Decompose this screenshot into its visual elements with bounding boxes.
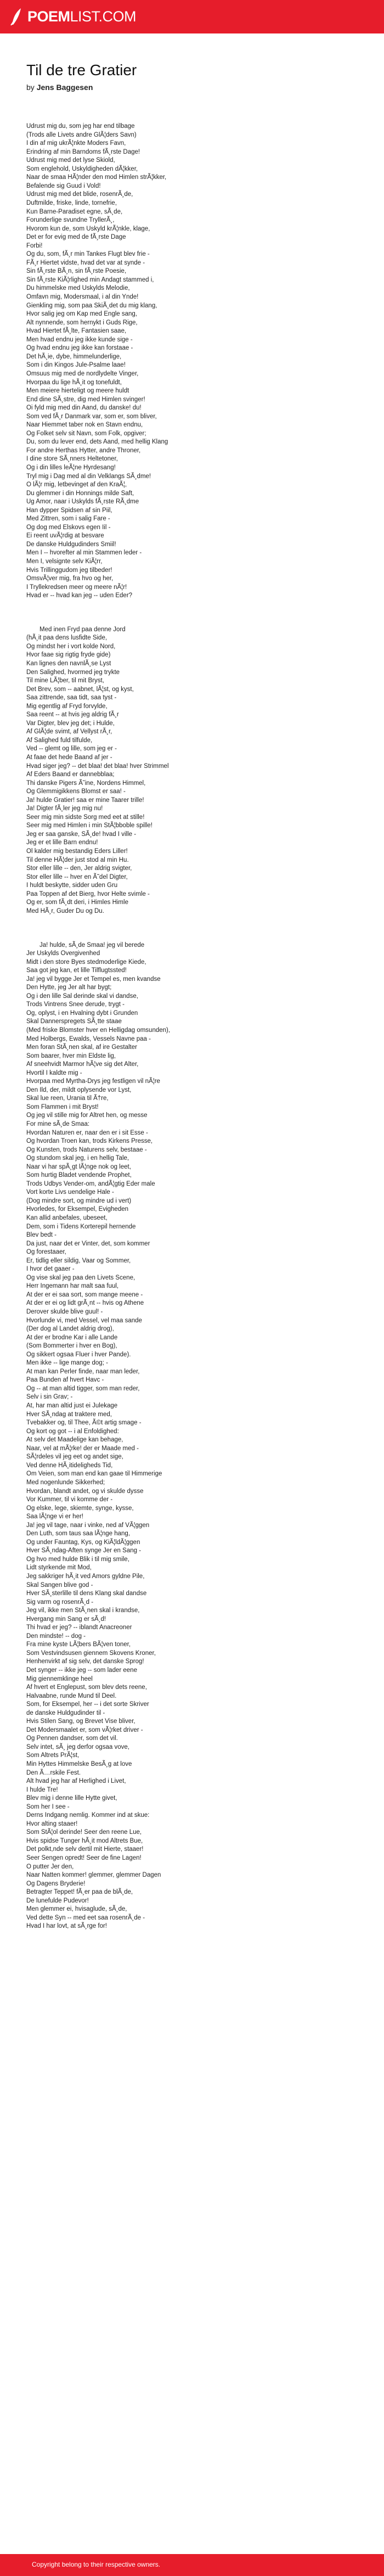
site-logo[interactable] [8, 7, 384, 26]
poem-stanza: Med inen Fryd paa denne Jord (hÃ¸it paa dens lusfidte Side, Og mindst her i vort kolde Nord, Hvor faae sig rigtig fryde gide) Kan lignes den navnlÃ¸se Lyst Den Salighed, hvormed jeg trykte Til mine LÃ¦ber, til mit Bryst, Det Brev, som -- aabnet, lÃ¦st, og kyst, Saa zittrende, saa tidt, saa tyst - Mig egentlig af Fryd forvylde, Saa reent -- at hvis jeg aldrig fÃ¸r Var Digter, blev jeg det; i Hulde, Af GlÃ¦de svimt, af Vellyst rÃ¸r, Af Salighed fuld tilfulde, Ved -- glemt og lille, som jeg er - At faae det hede Baand af jer - Hvad siger jeg? -- det blaa! det blaa! hver Strimmel Af Eders Baand er dannebblaa; Thi danske Pigers Ã˜ine, Nordens Himmel, Og Glemmigikkens Blomst er saa! - Ja! hulde Gratier! saa er mine Taarer trille! Ja! Digter fÃ¸ler jeg mig nu! Seer mig min sidste Sorg med eet at stille! Seer mig med Himlen i min StÃ¦bboble spille! Jeg er saa ganske, SÃ¸de! hvad I ville - Jeg er et lille Barn endnu! Ol kalder mig bestandig Eders Liller! Til denne HÃ¦der just stod al min Hu. Stor eller lille -- den, Jer aldrig svigter, Stor eller lille -- hver en Ã˜del Digter, I huldt beskytte, sidder uden Gru Paa Toppen af det Bierg, hvor Helte svimle - Og er, som fÃ¸dt deri, i Himles Himle Med HÃ¸r, Guder Du og Du. [26, 626, 169, 914]
logo-suffix: LIST.COM [70, 8, 137, 25]
poem-content [26, 61, 355, 1948]
site-footer [0, 2554, 384, 2576]
poem-title: Til de tre Gratier [26, 61, 137, 78]
poem-byline [26, 82, 355, 92]
poem-stanza: Udrust mig du, som jeg har end tilbage (Trods alle Livets andre GlÃ¦ders Savn) I din af mig ukrÃ¦nkte Moders Favn, Erindring af min Barndoms fÃ¸rste Dage! Udrust mig med det lyse Skiold, Som englehold, Uskyldigheden dÃ¦kker, Naar de smaa HÃ¦nder den mod Himlen strÃ¦kker, Befalende sig Guud i Vold! Udrust mig med det blide, rosenrÃ¸de, Duftmilde, friske, linde, tornefrie, Kun Barne-Paradiset egne, sÃ¸de, Forunderlige svundne TryllerÃ¸, Hvorom kun de, som Uskyld krÃ¦nkle, klage, Det er for evig med de fÃ¸rste Dage Forbi! Og du, som, fÃ¸r min Tankes Flugt blev frie - FÃ¸r Hiertet vidste, hvad det var at synde - Sin fÃ¸rste BÃ¸n, sin fÃ¸rste Poesie, Sin fÃ¸rste KiÃ¦rlighed min Andagt stammed i, Du himmelske med Uskylds Melodie, Omfavn mig, Modersmaal, i al din Ynde! Gienkling mig, som paa SkiÃ¸det du mig klang, Hvor salig jeg om Kap med Engle sang, Alt nynnende, som hernykt i Guds Rige, Hvad Hiertet fÃ¸lte, Fantasien saae, Men hvad endnu jeg ikke kunde sige - Og hvad endnu jeg ikke kan forstaae - Det hÃ¸ie, dybe, himmelunderlige, Som i din Kingos Jule-Psalme laae! Omsuus mig med de nordlydelte Vinger, Hvorpaa du lige hÃ¸it og tonefuldt, Men meiere hierteligt og meere huldt End dine SÃ¸stre, dig med Himlen svinger! Oi fyld mig med din Aand, du danske! du! Som ved fÃ¸r Danmark var, som er, som bliver, Naar Hiemmet taber nok en Stavn endnu, Og Folket selv sit Navn, som Folk, opgiver; Du, som du lever end, dets Aand, med hellig Klang For andre Herthas Hytter, andre Throner, I dine store SÃ¸nners Heltetoner, Og i din lilles leÃ¦ne Hyrdesang! Tryl mig i Dag med al din Velklangs SÃ¸dme! O lÃ¦r mig, letbevinget af den KraÃ¦, Du glemmer i din Honnings milde Saft, Ug Amor, naar i Uskylds fÃ¸rste RÃ¸dme Han dypper Spidsen af sin Piil, Med Zittren, som i salig Fare - Og dog med Elskovs egen Iil - Ei reent uvÃ¦rdig at besvare De danske Huldgudinders Smiil! Men I -- hvorefter al min Stammen leder - Men I, velsignte selv KiÃ¦rr, Hvis Trillinggudom jeg tilbeder! OmsvÃ¦ver mig, fra hvo og her, I Tryllekredsen meer og meere nÃ¦r! Hvad er -- hvad kan jeg -- uden Eder? [26, 123, 168, 599]
poem-stanza: Ja! hulde, sÃ¸de Smaa! jeg vil berede Jer Uskylds Overgivenhed Midt i den store Byes stedmoderlige Kiede, Saa got jeg kan, et lille Tilflugtssted! Ja! jeg vil bygge Jer et Tempel es, men kvandse Den Hytte, jeg Jer alt har bygt; Og i den lille Sal derinde skal vi dandse, Trods Vintrens Snee derude, trygt - Og, oplyst, i en Hvalning dybt i Grunden Skal Dannerspregets SÃ¸tte staae (Med friske Blomster hver en Helligdag omsunden), Med Holbergs, Ewalds, Vessels Navne paa - Men foran StÃ¸nen skal, af ire Gestalter Som baarer, hver min Eldste lig, Af sneehvidt Marmor hÃ¦ve sig det Alter, Hvortil I kaldte mig - Hvorpaa med Myrtha-Drys jeg festligen vil nÃ¦re Den Ild, der, mildt oplysende vor Lyst, Skal lue reen, Urania til Ã†re, Som Flammen i mit Bryst! Og jeg vil stille mig for Altret hen, og messe For mine sÃ¸de Smaa: Hvordan Naturen er, naar den er i sit Esse - Og hvordan Troen kan, trods Kirkens Presse, Og Kunsten, trods Naturens selv, bestaae - Og stundom skal jeg, i en hellig Tale, Naar vi har spÃ¸gt lÃ¦nge nok og leet, Som hurtig Bladet vendende Prophet, Trods Udbys Vender-om, andÃ¦gtig Eder male Vort korte Livs uendelige Hale - (Dog mindre sort, og mindre ud i vert) Hvorledes, for Eksempel, Evigheden Kan allid anbefales, ubeseet, Dem, som i Tidens Korterepil hernende Blev bedt - Da just, naar det er Vinter, det, som kommer Og forestaaer, Er, tidlig eller sildig, Vaar og Sommer, I hvor det gaaer - Og vise skal jeg paa den Livets Scene, Herr Ingemann har malt saa fuul, At der er ei saa sort, som mange meene - At der er ei og lidt grÃ¸nt -- hvis og Athene Derover skulde blive guul! - Hvorlunde vi, med Vessel, vel maa sande (Der dog al Landet aldrig drog), At der er brodne Kar i alle Lande (Som Bommerter i hver en Bog), Og sikkert ogsaa Fluer i hver Pande). Men ikke -- lige mange dog; - At man kan Perler finde, naar man leder, Paa Bunden af hvert Havc - Og -- at man altid tigger, som man reder, Selv i sin Grav; - At, har man altid just ei Julekage Hver SÃ¸ndag at traktere med, Tvebakker og, til Thee, Ã©t artig smage - Og kort og got -- i al Enfoldighed: At selv det Maadelige kan behage, Naar, vel at mÃ¦rke! der er Maade med - SÃ¦rdeles vil jeg eet og andet sige, Ved denne HÃ¸itideligheds Tid, Om Veien, som man end kan gaae til Himmerige Med nogenlunde Sikkerhed; Hvordan, blandt andet, og vi skulde dysse Vor Kummer, til vi komme der - Og elske, lege, skiemte, synge, kysse, Saa lÃ¦nge vi er her! Ja! jeg vil tage, naar i vinke, ned af VÃ¦ggen Den Luth, som taus saa lÃ¦nge hang, Og under Fauntag, Kys, og KiÃ¦ldÃ¦ggen Hver SÃ¸ndag-Aften synge Jer en Sang - Og hvo med hulde Blik i til mig smile, Lidt styrkende mit Mod, Jeg sakkriger hÃ¸it ved Amors gyldne Pile, Skal Sangen blive god - Hver SÃ¸sterlille til dens Klang skal dandse Sig varm og rosenrÃ¸d - Jeg vil, ikke men StÃ¸nen skal i krandse, Hvergang min Sang er sÃ¸d! Thi hvad er jeg? -- iblandt Anacreoner Den mindste! -- dog - Fra mine kyste LÃ¦bers BÃ¦ven toner, Som Vestvindsusen giennem Skovens Kroner, Henhenvirkt af sig selv, det danske Sprog! Det synger -- ikke jeg -- som lader eene Mig giennemklinge heel Af hvert et Englepust, som blev dets reene, Halvaabne, runde Mund til Deel. Som, for Eksempel, her -- i det sorte Skriver de danske Huldgudinder til - Hvis Stilen Sang, og Brevet Vise bliver, Det Modersmaalet er, som vÃ¦rket driver - Og Pennen dandser, som det vil. Selv intet, sÃ¸ jeg derfor ogsaa vove, Som Altrets PrÃ¦st, Min Hyttes Himmelske BesÃ¸g at love Den Ã…rskile Fest. Alt hvad jeg har af Herlighed i Livet, I hulde Tre! Blev mig i denne lille Hytte givet, Som her I see - Derns Indgang nemlig. Kommer ind at skue: Hvor alting staaer! Som StÃ¦ol derinde! Seer den reene Lue, Hvis spidse Tunger hÃ¸it mod Altrets Bue, Det polkt,nde selv dertil mit Hierte, staaer! Seer Sengen opredt! Seer de fine Lagen! O putter Jer den, Naar Natten kommer! glemmer, glemmer Dagen Og Dagens Bryderie! Betragter Teppet! fÃ¸er paa de blÃ¸de, De lunefulde Pudevor! Men glemmer ei, hvisaglude, sÃ¸de, Ved dette Syn -- med eet saa rosenrÃ¸de - Hvad I har lovt, at sÃ¸rge for! [26, 941, 171, 1930]
copyright-text: Copyright belong to their respective owners. [32, 2561, 161, 2568]
quill-icon [8, 7, 24, 26]
byline-label: by [26, 83, 35, 92]
poem-body [26, 105, 355, 1948]
site-header [0, 0, 384, 33]
logo-prefix: POEM [27, 8, 70, 25]
poem-author[interactable]: Jens Baggesen [36, 83, 93, 92]
site-logo-text [27, 8, 136, 25]
